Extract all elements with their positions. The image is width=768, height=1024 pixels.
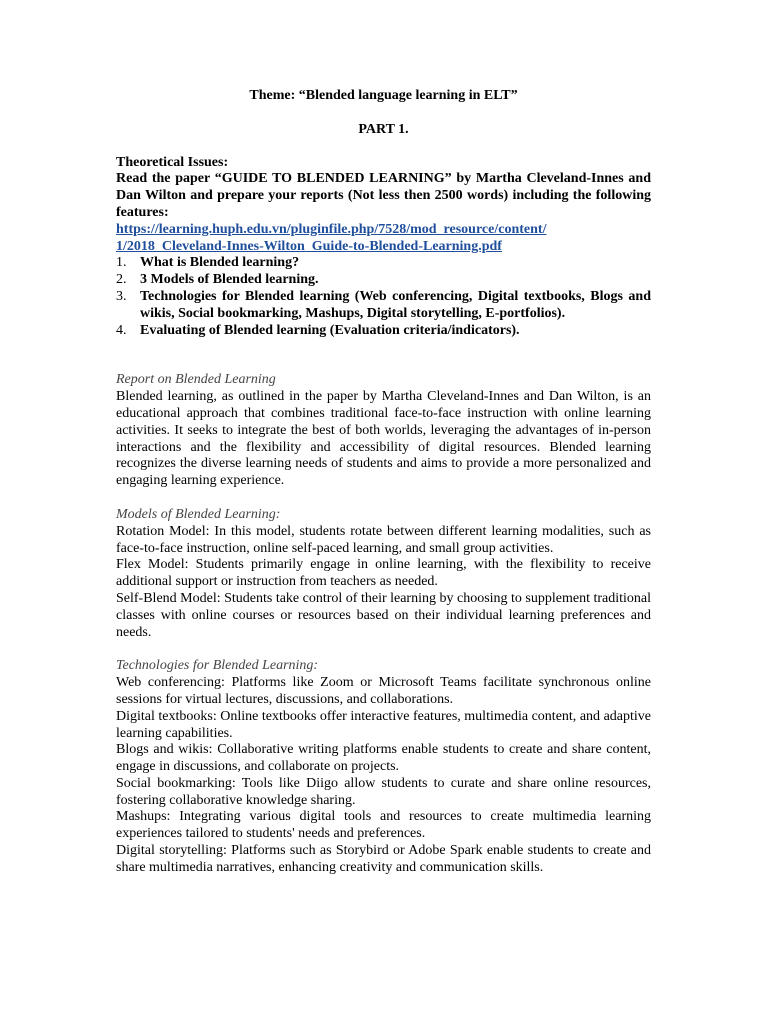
report-paragraph: Blended learning, as outlined in the paper by Martha Cleveland-Innes and Dan Wilton, is an educational approach that combines traditional face-to-face instruction with online learning activities. It seeks to integrate the best of both worlds, leveraging the advantages of in-person interactions and the flexibility and accessibility of digital resources. Blended learning recognizes the diverse learning needs of students and aims to provide a more personalized and engaging learning experience. [116,389,651,489]
list-item-text: What is Blended learning? [140,255,300,271]
list-item-number: 1. [116,255,127,271]
list-item [116,289,651,323]
tech-web-conferencing: Web conferencing: Platforms like Zoom or Microsoft Teams facilitate synchronous online sessions for virtual lectures, discussions, and collaborations. [116,675,651,707]
tech-digital-textbooks: Digital textbooks: Online textbooks offer interactive features, multimedia content, and adaptive learning capabilities. [116,708,651,741]
list-item-text: Evaluating of Blended learning (Evaluation criteria/indicators). [140,322,520,338]
models-heading: Models of Blended Learning: [116,506,281,522]
model-flex: Flex Model: Students primarily engage in online learning, with the flexibility to receive additional support or instruction from teachers as needed. [116,557,651,590]
list-item [116,255,651,272]
document-theme: Theme: “Blended language learning in ELT” [249,88,518,103]
model-rotation: Rotation Model: In this model, students rotate between different learning modalities, such as face-to-face instruction, online self-paced learning, and small group activities. [116,523,651,556]
theoretical-issues-heading: Theoretical Issues: [116,154,229,170]
assignment-instructions: Read the paper “GUIDE TO BLENDED LEARNING” by Martha Cleveland-Innes and Dan Wilton and prepare your reports (Not less then 2500 words) including the following features: [116,171,651,220]
tech-social-bookmarking: Social bookmarking: Tools like Diigo allow students to curate and share online resources, fostering collaborative knowledge sharing. [116,775,651,808]
document-page [116,88,651,877]
technologies-heading: Technologies for Blended Learning: [116,658,319,674]
report-heading: Report on Blended Learning [116,372,276,388]
part-heading: PART 1. [358,121,409,137]
list-item-text: 3 Models of Blended learning. [140,272,319,288]
paper-link-line1: https://learning.huph.edu.vn/pluginfile.php/7528/mod_resource/content/ [116,221,547,237]
list-item-number: 4. [116,322,127,338]
tech-digital-storytelling: Digital storytelling: Platforms such as Storybird or Adobe Spark enable students to create and share multimedia narratives, enhancing creativity and communication skills. [116,843,651,875]
model-self-blend: Self-Blend Model: Students take control of their learning by choosing to supplement traditional classes with online courses or resources based on their individual learning preferences and needs. [116,590,652,640]
tech-mashups: Mashups: Integrating various digital tools and resources to create multimedia learning experiences tailored to students' needs and preferences. [116,809,651,842]
list-item-number: 3. [116,288,127,304]
list-item-text: Technologies for Blended learning (Web conferencing, Digital textbooks, Blogs and wikis, Social bookmarking, Mashups, Digital storytelling, E-portfolios). [140,288,651,321]
list-item [116,272,651,289]
list-item-number: 2. [116,272,127,288]
tech-blogs-wikis: Blogs and wikis: Collaborative writing platforms enable students to create and share content, engage in discussions, and collaborate on projects. [116,742,651,775]
task-list [116,255,651,339]
paper-link[interactable] [116,222,651,256]
list-item [116,323,651,340]
paper-link-line2: 1/2018_Cleveland-Innes-Wilton_Guide-to-Blended-Learning.pdf [116,238,502,254]
